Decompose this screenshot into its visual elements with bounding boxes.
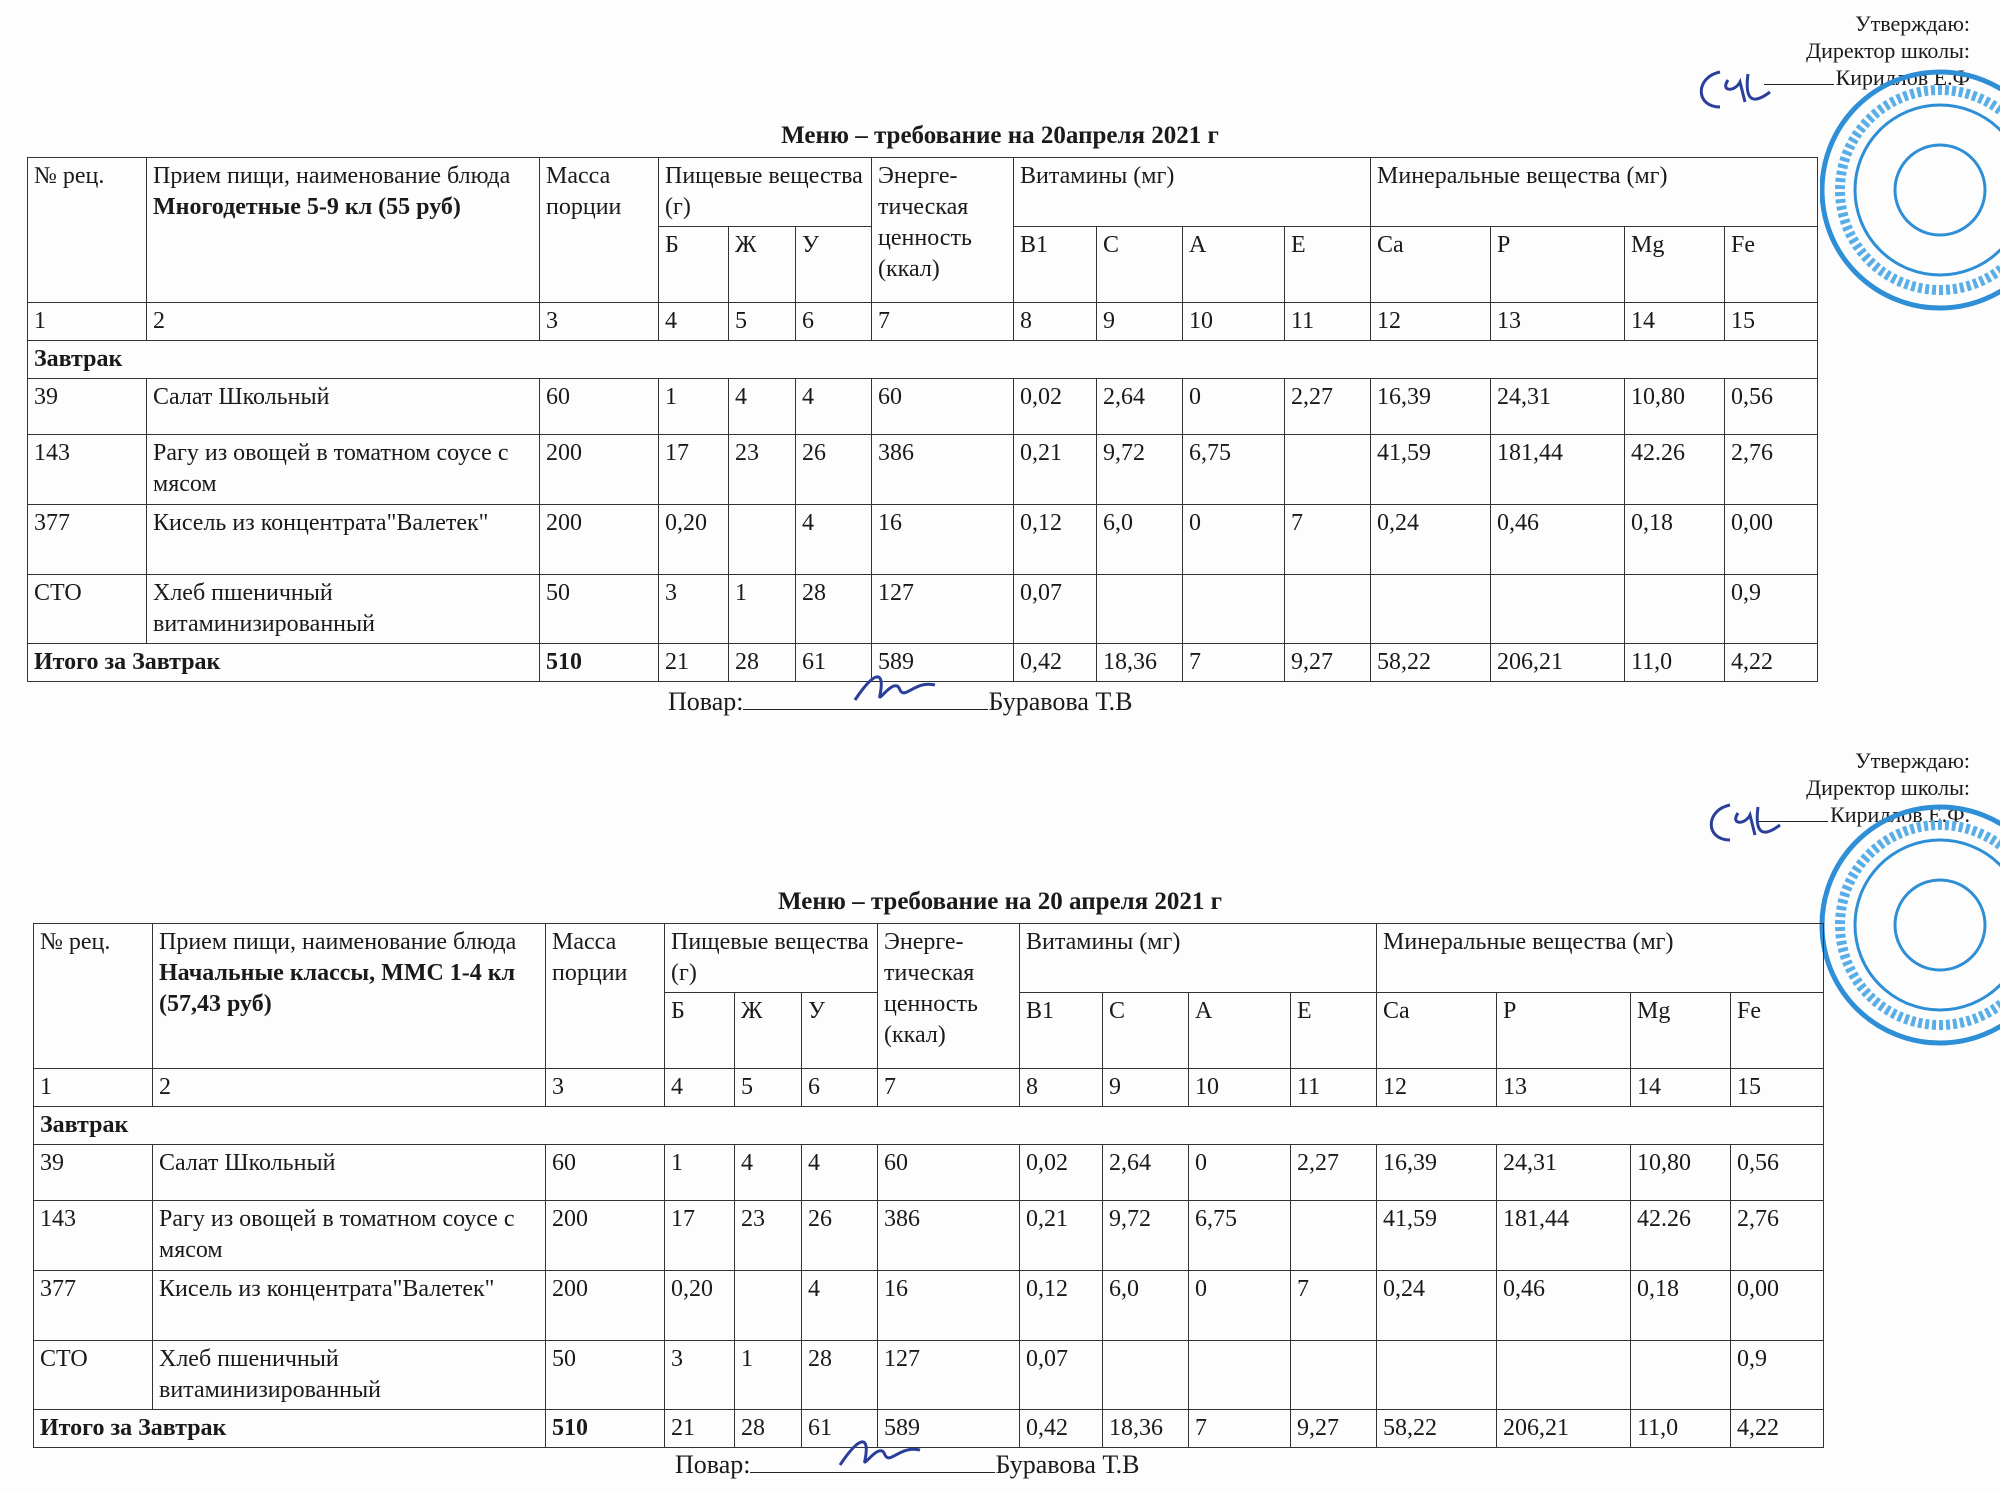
cook-signature-icon xyxy=(845,665,945,715)
header-nutrients: Пищевые вещества (г) xyxy=(659,158,872,227)
section-label: Завтрак xyxy=(28,341,1818,379)
cook-name: Буравова Т.В xyxy=(995,1450,1140,1479)
header-b: Б xyxy=(665,993,735,1069)
header-energy: Энерге-тическая ценность (ккал) xyxy=(878,924,1020,1069)
header-energy: Энерге-тическая ценность (ккал) xyxy=(872,158,1014,303)
column-number-row: 1 2 3 4 5 6 7 8 9 10 11 12 13 14 15 xyxy=(28,303,1818,341)
header-zh: Ж xyxy=(735,993,802,1069)
header-u: У xyxy=(796,227,872,303)
table-row: 377 Кисель из концентрата"Валетек" 200 0,20 4 16 0,12 6,0 0 7 0,24 0,46 0,18 0,00 xyxy=(28,505,1818,575)
header-minerals: Минеральные вещества (мг) xyxy=(1371,158,1818,227)
header-ca: Ca xyxy=(1377,993,1497,1069)
group-label: Многодетные 5-9 кл (55 руб) xyxy=(153,194,461,220)
school-seal-icon xyxy=(1815,790,2000,1060)
approval-position: Директор школы: xyxy=(1806,775,1970,800)
table-row: 39 Салат Школьный 60 1 4 4 60 0,02 2,64 0 2,27 16,39 24,31 10,80 0,56 xyxy=(28,379,1818,435)
header-vitamins: Витамины (мг) xyxy=(1014,158,1371,227)
table-row: 377 Кисель из концентрата"Валетек" 200 0,20 4 16 0,12 6,0 0 7 0,24 0,46 0,18 0,00 xyxy=(34,1271,1824,1341)
approval-name: Кириллов Е.Ф xyxy=(1835,65,1970,90)
table-row: СТО Хлеб пшеничный витаминизированный 50 3 1 28 127 0,07 0,9 xyxy=(28,575,1818,644)
header-e: E xyxy=(1291,993,1377,1069)
header-c: C xyxy=(1097,227,1183,303)
menu-table xyxy=(27,157,1818,682)
approval-position: Директор школы: xyxy=(1806,38,1970,63)
header-zh: Ж xyxy=(729,227,796,303)
header-u: У xyxy=(802,993,878,1069)
header-fe: Fe xyxy=(1725,227,1818,303)
header-ca: Ca xyxy=(1371,227,1491,303)
header-e: E xyxy=(1285,227,1371,303)
header-a: A xyxy=(1183,227,1285,303)
cook-signature-icon xyxy=(830,1430,930,1480)
header-c: C xyxy=(1103,993,1189,1069)
header-mass: Масса порции xyxy=(540,158,659,303)
header-dish: Прием пищи, наименование блюда Начальные классы, ММС 1-4 кл (57,43 руб) xyxy=(153,924,546,1069)
header-vitamins: Витамины (мг) xyxy=(1020,924,1377,993)
section-label: Завтрак xyxy=(34,1107,1824,1145)
header-recipe-number: № рец. xyxy=(34,924,153,1069)
header-nutrients: Пищевые вещества (г) xyxy=(665,924,878,993)
menu-title: Меню – требование на 20 апреля 2021 г xyxy=(777,888,1223,915)
header-recipe-number: № рец. xyxy=(28,158,147,303)
cook-name: Буравова Т.В xyxy=(988,687,1133,716)
column-number-row: 1 2 3 4 5 6 7 8 9 10 11 12 13 14 15 xyxy=(34,1069,1824,1107)
header-b1: B1 xyxy=(1014,227,1097,303)
header-a: A xyxy=(1189,993,1291,1069)
menu-title: Меню – требование на 20апреля 2021 г xyxy=(781,122,1219,149)
header-b1: B1 xyxy=(1020,993,1103,1069)
header-mg: Mg xyxy=(1631,993,1731,1069)
header-dish: Прием пищи, наименование блюда Многодетные 5-9 кл (55 руб) xyxy=(147,158,540,303)
header-p: P xyxy=(1497,993,1631,1069)
director-signature-icon xyxy=(1690,62,1780,122)
approval-name: Кириллов Е.Ф. xyxy=(1830,802,1970,827)
table-row: СТО Хлеб пшеничный витаминизированный 50 3 1 28 127 0,07 0,9 xyxy=(34,1341,1824,1410)
header-fe: Fe xyxy=(1731,993,1824,1069)
total-row: Итого за Завтрак 510 21 28 61 589 0,42 18,36 7 9,27 58,22 206,21 11,0 4,22 xyxy=(34,1410,1824,1448)
table-row: 143 Рагу из овощей в томатном соусе с мясом 200 17 23 26 386 0,21 9,72 6,75 41,59 181,44 42.26 2,76 xyxy=(28,435,1818,505)
cook-label: Повар: xyxy=(675,1450,751,1479)
school-seal-icon xyxy=(1820,55,2000,325)
header-b: Б xyxy=(659,227,729,303)
approval-label: Утверждаю: xyxy=(1855,11,1970,36)
total-row: Итого за Завтрак 510 21 28 61 589 0,42 18,36 7 9,27 58,22 206,21 11,0 4,22 xyxy=(28,644,1818,682)
approval-label: Утверждаю: xyxy=(1855,748,1970,773)
header-mass: Масса порции xyxy=(546,924,665,1069)
header-minerals: Минеральные вещества (мг) xyxy=(1377,924,1824,993)
header-p: P xyxy=(1491,227,1625,303)
menu-table xyxy=(33,923,1824,1448)
header-mg: Mg xyxy=(1625,227,1725,303)
cook-label: Повар: xyxy=(668,687,744,716)
table-row: 39 Салат Школьный 60 1 4 4 60 0,02 2,64 0 2,27 16,39 24,31 10,80 0,56 xyxy=(34,1145,1824,1201)
table-row: 143 Рагу из овощей в томатном соусе с мясом 200 17 23 26 386 0,21 9,72 6,75 41,59 181,44 42.26 2,76 xyxy=(34,1201,1824,1271)
group-label: Начальные классы, ММС 1-4 кл (57,43 руб) xyxy=(159,960,516,1017)
director-signature-icon xyxy=(1700,795,1790,855)
